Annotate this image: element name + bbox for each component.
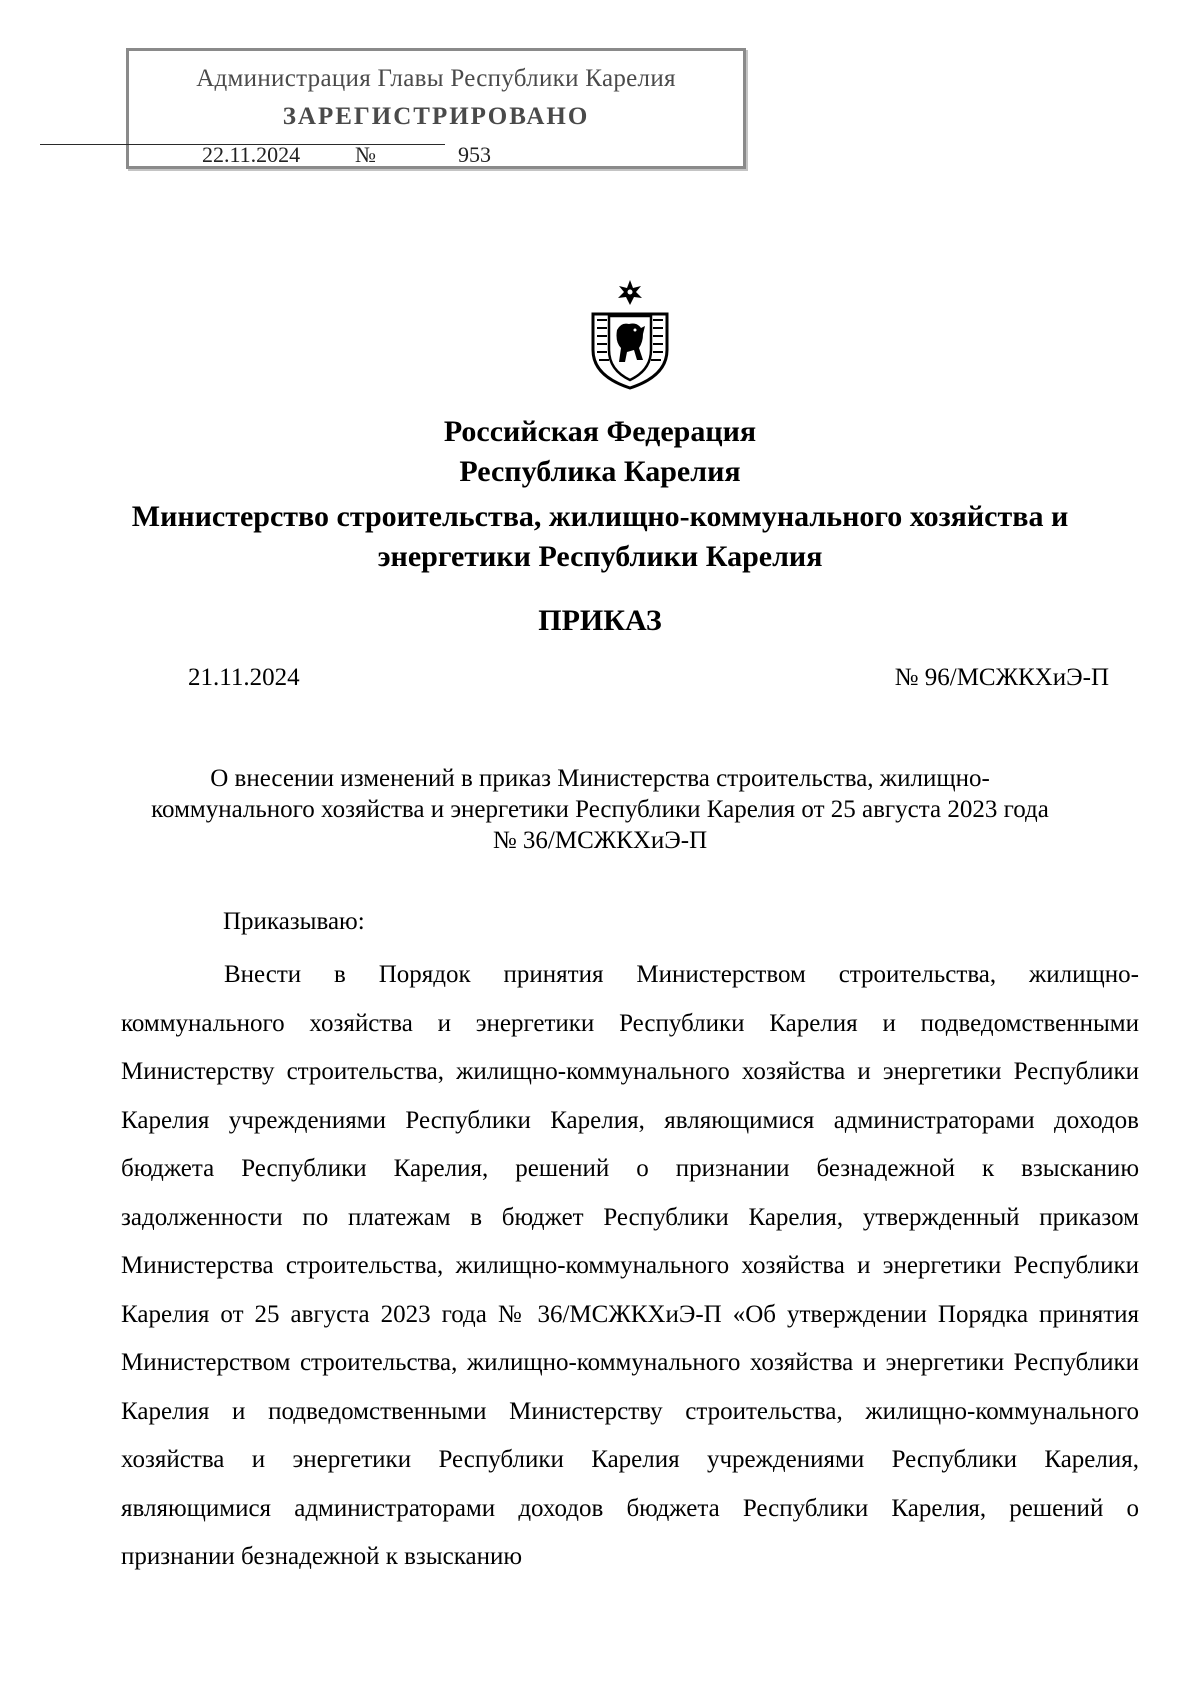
karelia-coat-of-arms-icon: [585, 278, 675, 390]
header-ministry: Министерство строительства, жилищно-коммунального хозяйства и энергетики Республики Карелия: [131, 500, 1069, 573]
stamp-date: 22.11.2024: [202, 142, 301, 167]
stamp-organization: Администрация Главы Республики Карелия: [196, 65, 676, 92]
header-republic: Республика Карелия: [459, 455, 741, 488]
header-country: Российская Федерация: [443, 415, 757, 448]
order-date: 21.11.2024: [188, 664, 300, 691]
order-subject: О внесении изменений в приказ Министерства строительства, жилищно-коммунального хозяйства и энергетики Республики Карелия от 25 августа 2023 года № 36/МСЖКХиЭ-П: [151, 765, 1049, 854]
stamp-status: ЗАРЕГИСТРИРОВАНО: [282, 103, 590, 130]
stamp-number: 953: [458, 142, 491, 167]
order-word: Приказываю:: [223, 908, 365, 935]
document-type: ПРИКАЗ: [538, 604, 662, 637]
order-number: № 96/МСЖКХиЭ-П: [894, 664, 1109, 691]
body-paragraph: Внести в Порядок принятия Министерством строительства, жилищно-коммунального хозяйства и энергетики Республики Карелия и подведомственными Министерству строительства, жилищно-коммунального хозяйства и энергетики Республики Карелия учреждениями Республики Карелия, являющимися администраторами доходов бюджета Республики Карелия, решений о признании безнадежной к взысканию задолженности по платежам в бюджет Республики Карелия, утвержденный приказом Министерства строительства, жилищно-коммунального хозяйства и энергетики Республики Карелия от 25 августа 2023 года № 36/МСЖКХиЭ-П «Об утверждении Порядка принятия Министерством строительства, жилищно-коммунального хозяйства и энергетики Республики Карелия и подведомственными Министерству строительства, жилищно-коммунального хозяйства и энергетики Республики Карелия учреждениями Республики Карелия, являющимися администраторами доходов бюджета Республики Карелия, решений о признании безнадежной к взысканию: [121, 961, 1139, 1570]
stamp-number-sign: №: [355, 142, 376, 167]
